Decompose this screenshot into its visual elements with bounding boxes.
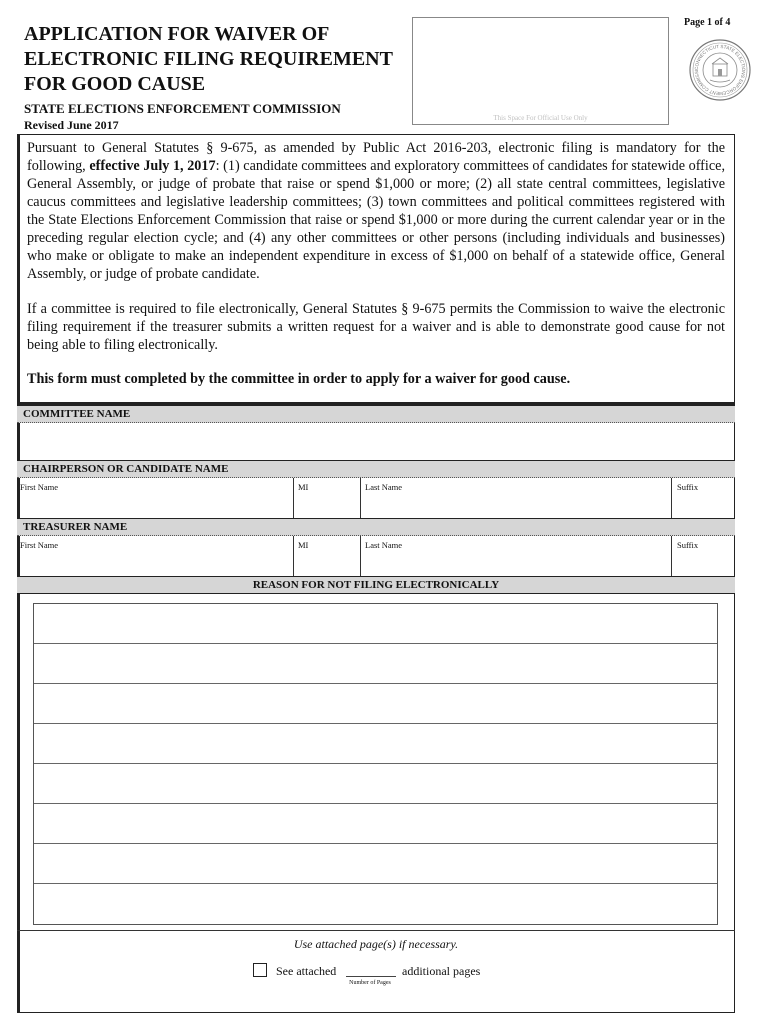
title-line-1: APPLICATION FOR WAIVER OF — [24, 23, 330, 45]
reason-text-area[interactable] — [33, 603, 718, 925]
reason-line — [34, 683, 717, 684]
intro-paragraph-1 — [27, 139, 725, 283]
treasurer-mi-label: MI — [298, 540, 309, 550]
committee-name-header: COMMITTEE NAME — [17, 405, 735, 423]
intro-p1-start: Pursuant to General Statutes § 9-675, as amended by Public Act 2016-203, electronic filing is mandatory for the following, — [27, 140, 725, 174]
title-line-3: FOR GOOD CAUSE — [24, 73, 206, 95]
svg-text:CONNECTICUT STATE ELECTIONS EN — [688, 38, 746, 96]
instruction-line — [27, 371, 570, 388]
treasurer-first-label: First Name — [20, 540, 59, 550]
chair-last-name-field[interactable] — [361, 478, 671, 518]
chair-suffix-label: Suffix — [677, 482, 699, 492]
attached-pages-note: Use attached page(s) if necessary. — [293, 937, 459, 951]
state-seal-icon — [688, 38, 752, 102]
official-use-note: This Space For Official Use Only — [493, 114, 588, 122]
official-use-box — [412, 17, 669, 125]
effective-date: effective July 1, 2017 — [89, 158, 216, 174]
see-attached-label: See attached — [276, 964, 337, 978]
revision-date: Revised June 2017 — [24, 118, 119, 132]
see-attached-checkbox[interactable] — [253, 963, 267, 977]
intro-paragraph-2: If a committee is required to file electronically, General Statutes § 9-675 permits the Commission to waive the electronic filing requirement if the treasurer submits a written request for a waiver and is able to demonstrate good cause for not being able to filing electronically. — [27, 301, 725, 353]
form-title — [24, 22, 393, 97]
intro-p1-rest: : (1) candidate committees and exploratory committees of candidates for statewide office, General Assembly, or judge of probate that raise or spend $1,000 or more; (2) all state central committees, legislative caucus committees and legislative leadership committees; (3) town committees and political committees registered with the State Elections Enforcement Commission that raise or spend $1,000 or more during the current calendar year or in the preceding regular election cycle; and (4) any other committees or other persons (including individuals and businesses) who make or obligate to make an independent expenditure in excess of $1,000 on behalf of a statewide office, General Assembly, or judge of probate candidate. — [27, 158, 725, 282]
number-of-pages-caption: Number of Pages — [349, 980, 391, 986]
additional-pages-label: additional pages — [402, 964, 481, 978]
instruction-period: . — [566, 371, 571, 387]
treasurer-name-header: TREASURER NAME — [17, 518, 735, 536]
reason-line — [34, 803, 717, 804]
seal-lettering: CONNECTICUT STATE ELECTIONS ENFORCEMENT COMMISSI — [693, 43, 747, 97]
chair-mi-field[interactable] — [294, 478, 360, 518]
committee-name-field[interactable] — [17, 423, 735, 460]
treasurer-suffix-field[interactable] — [672, 536, 734, 576]
chairperson-name-header: CHAIRPERSON OR CANDIDATE NAME — [17, 460, 735, 478]
chair-suffix-field[interactable] — [672, 478, 734, 518]
instruction-bold: This form must completed by the committee in order to apply for a waiver for good cause — [27, 371, 567, 387]
footer-divider — [17, 930, 735, 931]
reason-line — [34, 843, 717, 844]
commission-name: STATE ELECTIONS ENFORCEMENT COMMISSION — [24, 101, 341, 116]
treasurer-mi-field[interactable] — [294, 536, 360, 576]
reason-line — [34, 883, 717, 884]
treasurer-last-name-field[interactable] — [361, 536, 671, 576]
chair-mi-label: MI — [298, 482, 309, 492]
chair-last-label: Last Name — [365, 482, 403, 492]
title-line-2: ELECTRONIC FILING REQUIREMENT — [24, 48, 393, 70]
reason-line — [34, 723, 717, 724]
treasurer-last-label: Last Name — [365, 540, 403, 550]
reason-header: REASON FOR NOT FILING ELECTRONICALLY — [17, 576, 735, 594]
page-indicator: Page 1 of 4 — [684, 17, 731, 28]
number-of-pages-field[interactable] — [346, 976, 396, 977]
chair-first-label: First Name — [20, 482, 59, 492]
reason-line — [34, 643, 717, 644]
reason-line — [34, 763, 717, 764]
treasurer-first-name-field[interactable] — [17, 536, 293, 576]
chair-first-name-field[interactable] — [17, 478, 293, 518]
treasurer-suffix-label: Suffix — [677, 540, 699, 550]
